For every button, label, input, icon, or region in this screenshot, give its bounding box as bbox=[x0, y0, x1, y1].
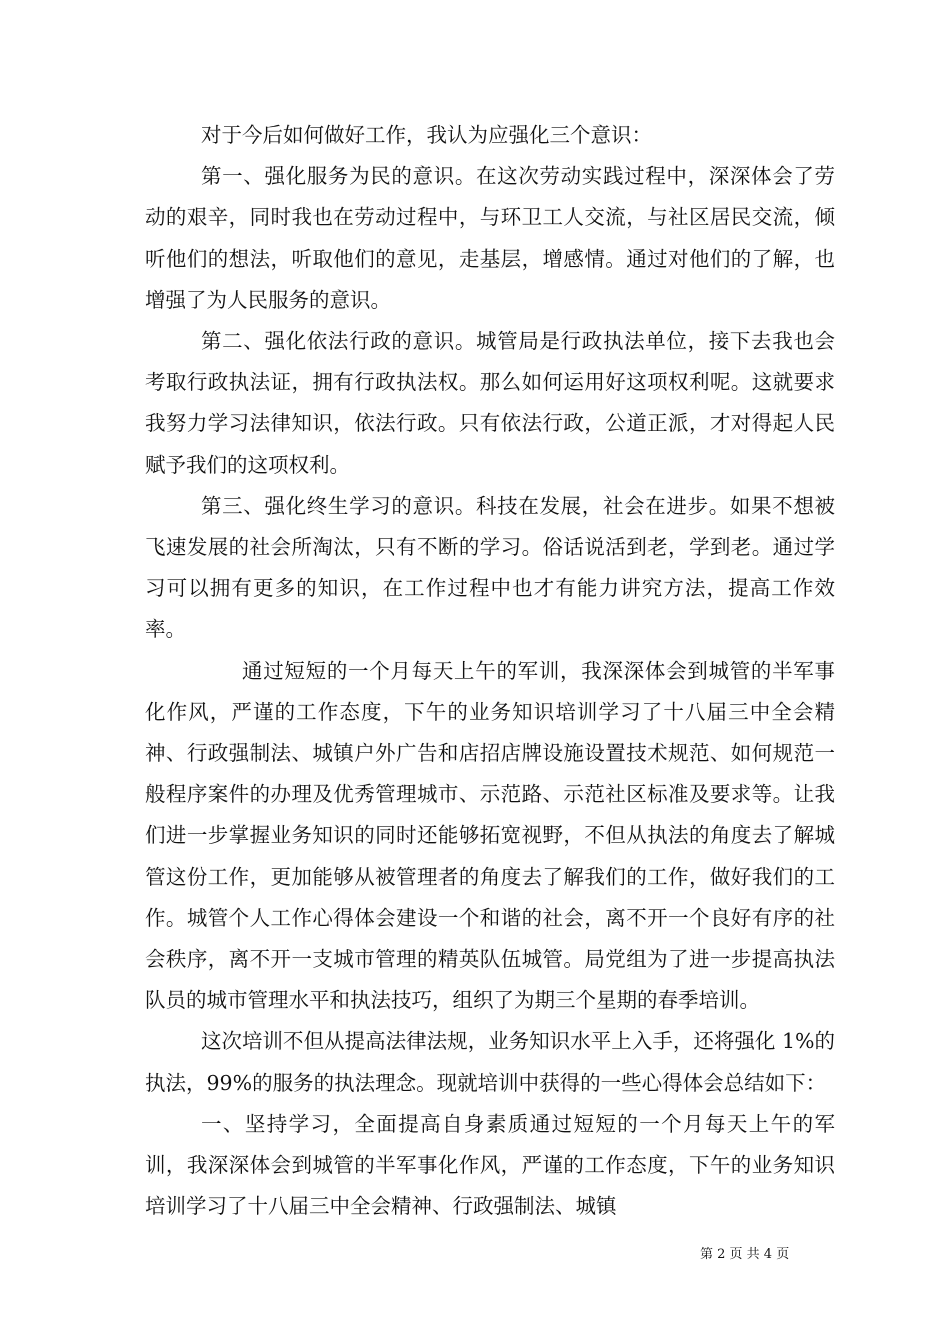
paragraph-intro: 对于今后如何做好工作，我认为应强化三个意识： bbox=[201, 123, 652, 147]
paragraph-third-awareness: 第三、强化终生学习的意识。科技在发展，社会在进步。如果不想被飞速发展的社会所淘汰，只有不断的学习。俗话说活到老，学到老。通过学习可以拥有更多的知识，在工作过程中也才有能力讲究方法，提高工作效率。 bbox=[145, 493, 835, 642]
paragraph-point-one: 一、坚持学习，全面提高自身素质通过短短的一个月每天上午的军训，我深深体会到城管的半军事化作风，严谨的工作态度，下午的业务知识培训学习了十八届三中全会精神、行政强制法、城镇 bbox=[145, 1111, 835, 1219]
paragraph-second-awareness: 第二、强化依法行政的意识。城管局是行政执法单位，接下去我也会考取行政执法证，拥有行政执法权。那么如何运用好这项权利呢。这就要求我努力学习法律知识，依法行政。只有依法行政，公道正派，才对得起人民赋予我们的这项权利。 bbox=[145, 329, 835, 477]
paragraph-first-awareness: 第一、强化服务为民的意识。在这次劳动实践过程中，深深体会了劳动的艰辛，同时我也在劳动过程中，与环卫工人交流，与社区居民交流，倾听他们的想法，听取他们的意见，走基层，增感情。通过对他们的了解，也增强了为人民服务的意识。 bbox=[145, 164, 835, 312]
paragraph-training-summary: 这次培训不但从提高法律法规，业务知识水平上入手，还将强化 1%的执法，99%的服务的执法理念。现就培训中获得的一些心得体会总结如下： bbox=[145, 1029, 835, 1095]
document-body bbox=[145, 115, 835, 1227]
page-number-footer: 第 2 页 共 4 页 bbox=[700, 1247, 790, 1262]
paragraph-training: 通过短短的一个月每天上午的军训，我深深体会到城管的半军事化作风，严谨的工作态度，下午的业务知识培训学习了十八届三中全会精神、行政强制法、城镇户外广告和店招店牌设施设置技术规范、如何规范一般程序案件的办理及优秀管理城市、示范路、示范社区标准及要求等。让我们进一步掌握业务知识的同时还能够拓宽视野，不但从执法的角度去了解城管这份工作，更加能够从被管理者的角度去了解我们的工作，做好我们的工作。城管个人工作心得体会建设一个和谐的社会，离不开一个良好有序的社会秩序，离不开一支城市管理的精英队伍城管。局党组为了进一步提高执法队员的城市管理水平和执法技巧，组织了为期三个星期的春季培训。 bbox=[145, 658, 835, 1013]
